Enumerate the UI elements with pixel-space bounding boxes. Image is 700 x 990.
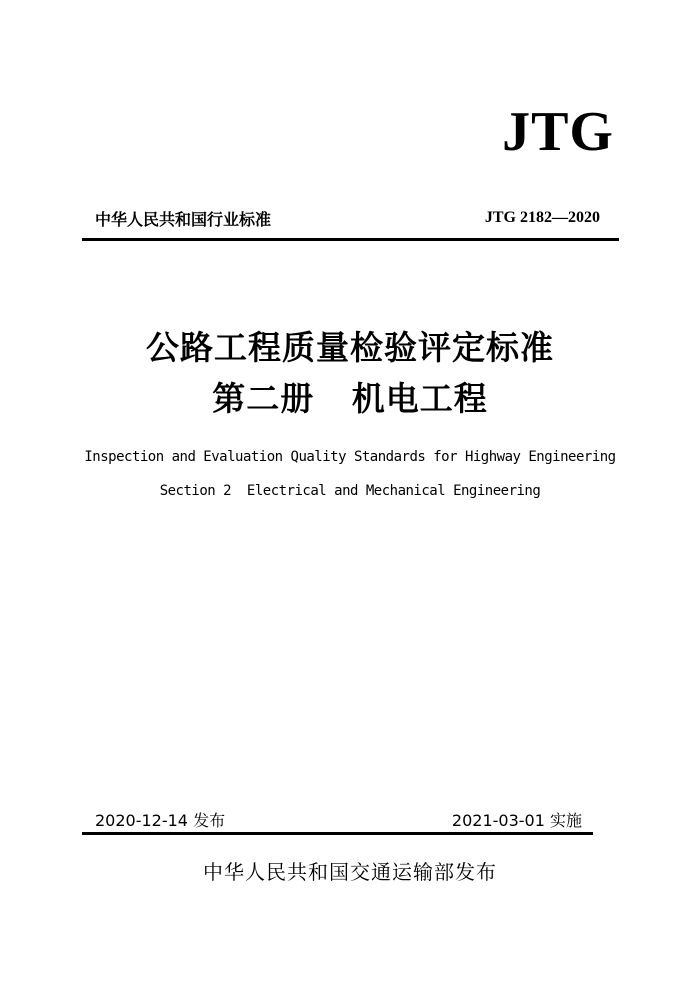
- effective-date: 2021-03-01 实施: [451, 811, 582, 830]
- bottom-divider: [82, 832, 593, 835]
- publisher: 中华人民共和国交通运输部发布: [203, 860, 497, 884]
- document-title-en: Inspection and Evaluation Quality Standards for Highway Engineering: [84, 449, 616, 465]
- document-subtitle-en: Section 2 Electrical and Mechanical Engineering: [159, 483, 541, 499]
- standard-category: 中华人民共和国行业标准: [95, 210, 272, 229]
- standard-brand-logo: JTG: [502, 101, 614, 163]
- top-divider: [82, 238, 619, 241]
- document-title-zh: 公路工程质量检验评定标准: [146, 328, 554, 367]
- issue-date: 2020-12-14 发布: [95, 811, 226, 830]
- document-subtitle-zh: 第二册 机电工程: [212, 379, 488, 418]
- standard-code: JTG 2182—2020: [484, 209, 600, 226]
